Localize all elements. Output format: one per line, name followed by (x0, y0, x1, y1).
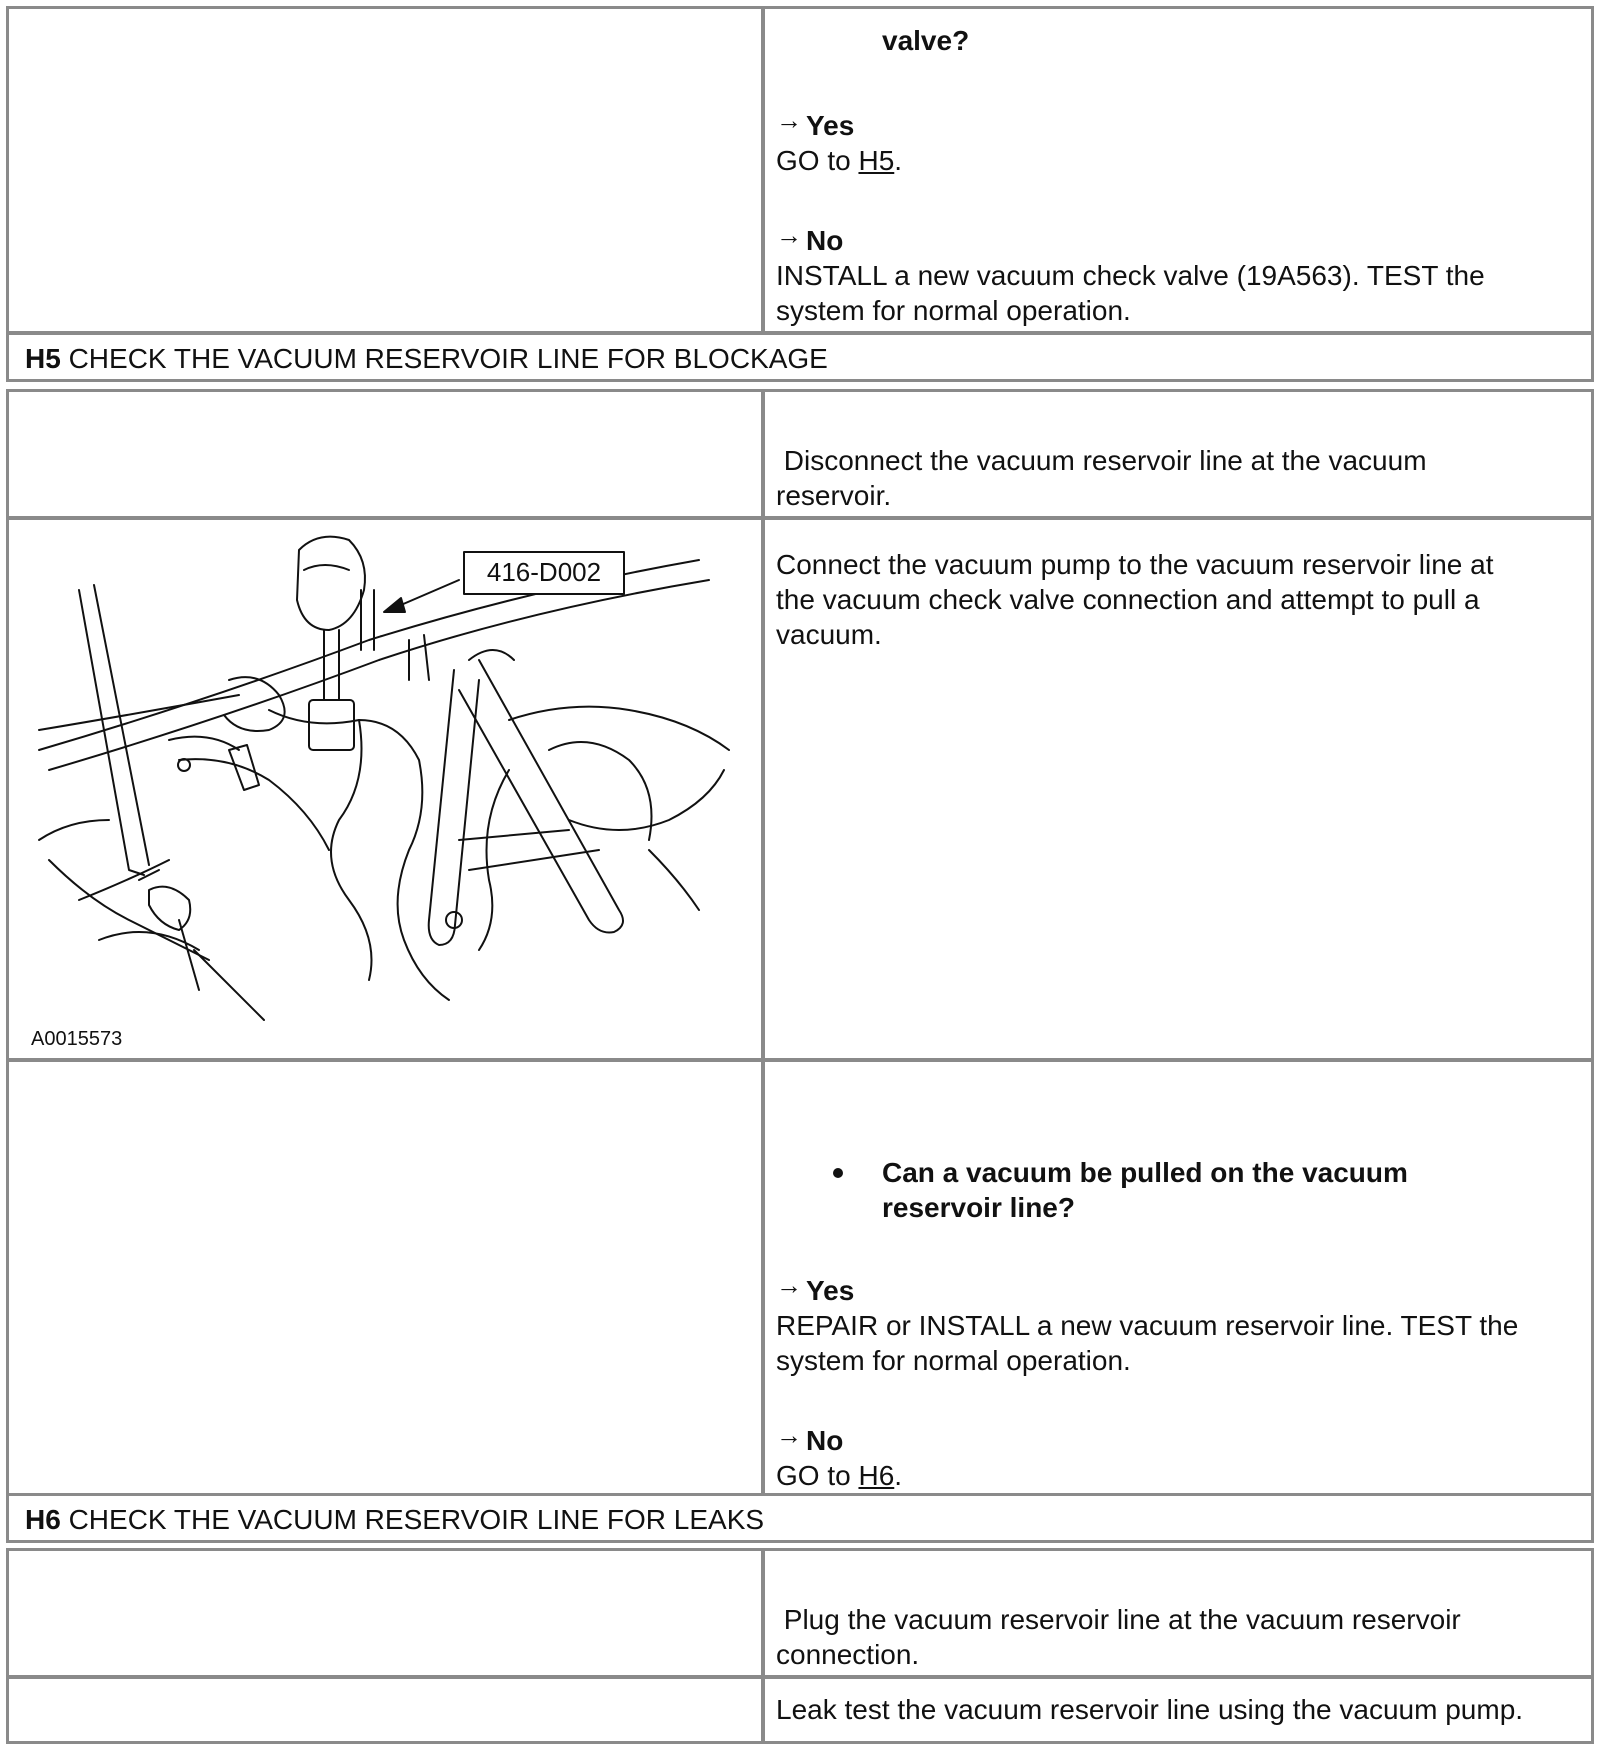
h5-instr1-line2: reservoir. (776, 480, 892, 511)
h5-instr1-line1: Disconnect the vacuum reservoir line at the vacuum (776, 445, 1427, 476)
h5-question-line1: Can a vacuum be pulled on the vacuum (882, 1157, 1408, 1188)
no-action-suffix: . (894, 1460, 903, 1491)
h6-header-row (6, 1493, 1594, 1543)
link-h6[interactable]: H6 (858, 1460, 895, 1491)
h5-question-line2: reservoir line? (882, 1192, 1075, 1223)
h6-heading (25, 1502, 764, 1537)
diagnostic-table (6, 6, 1594, 1744)
h5-instr1-right-cell (762, 389, 1594, 519)
h6-instr1-right-cell (762, 1548, 1594, 1678)
row1-left-cell (6, 6, 764, 334)
no-action-line1: INSTALL a new vacuum check valve (19A563). TEST the (776, 260, 1485, 291)
row1-right-cell (762, 6, 1594, 334)
h5-step-number: H5 (25, 343, 61, 374)
tool-number-label: 416-D002 (486, 557, 602, 587)
h5-heading (25, 341, 828, 376)
h5-yes-action-line2: system for normal operation. (776, 1345, 1131, 1376)
h5-instr2-line1: Connect the vacuum pump to the vacuum reservoir line at (776, 549, 1494, 580)
no-label: No (806, 1425, 844, 1456)
bullet-icon (833, 1168, 843, 1178)
h5-figure-cell (6, 517, 764, 1061)
arrow-right-icon: → (776, 105, 802, 135)
arrow-right-icon: → (776, 1420, 802, 1450)
h6-instr2-left-cell (6, 1676, 764, 1744)
arrow-right-icon: → (776, 1270, 802, 1300)
h6-instr1-line1: Plug the vacuum reservoir line at the vacuum reservoir (776, 1604, 1461, 1635)
no-action-line2: system for normal operation. (776, 295, 1131, 326)
yes-label: Yes (806, 110, 855, 141)
yes-option (776, 105, 855, 144)
yes-label: Yes (806, 1275, 855, 1306)
h5-header-row (6, 332, 1594, 382)
h5-instr2-right-cell (762, 517, 1594, 1061)
arrow-right-icon: → (776, 220, 802, 250)
no-option (776, 220, 844, 259)
h6-instr1-line2: connection. (776, 1639, 920, 1670)
yes-action (776, 143, 902, 178)
h5-no-option (776, 1420, 844, 1459)
h5-question-left-cell (6, 1059, 764, 1499)
h6-instr2-line1: Leak test the vacuum reservoir line using the vacuum pump. (776, 1694, 1524, 1725)
h6-title: CHECK THE VACUUM RESERVOIR LINE FOR LEAKS (68, 1504, 765, 1535)
vacuum-pump-illustration (9, 520, 761, 1058)
h6-step-number: H6 (25, 1504, 61, 1535)
h5-question-right-cell (762, 1059, 1594, 1499)
yes-action-text: GO to (776, 145, 859, 176)
link-h5[interactable]: H5 (858, 145, 895, 176)
h5-title: CHECK THE VACUUM RESERVOIR LINE FOR BLOCKAGE (68, 343, 828, 374)
yes-action-suffix: . (894, 145, 903, 176)
h5-yes-action-line1: REPAIR or INSTALL a new vacuum reservoir line. TEST the (776, 1310, 1519, 1341)
no-action-text: GO to (776, 1460, 859, 1491)
h5-yes-option (776, 1270, 855, 1309)
question-tail: valve? (882, 25, 970, 56)
h6-instr2-right-cell (762, 1676, 1594, 1744)
h5-no-action (776, 1458, 902, 1493)
figure-id-label: A0015573 (31, 1028, 123, 1050)
h5-instr2-line3: vacuum. (776, 619, 882, 650)
no-label: No (806, 225, 844, 256)
h6-instr1-left-cell (6, 1548, 764, 1678)
h5-instr2-line2: the vacuum check valve connection and attempt to pull a (776, 584, 1480, 615)
h5-instr1-left-cell (6, 389, 764, 519)
